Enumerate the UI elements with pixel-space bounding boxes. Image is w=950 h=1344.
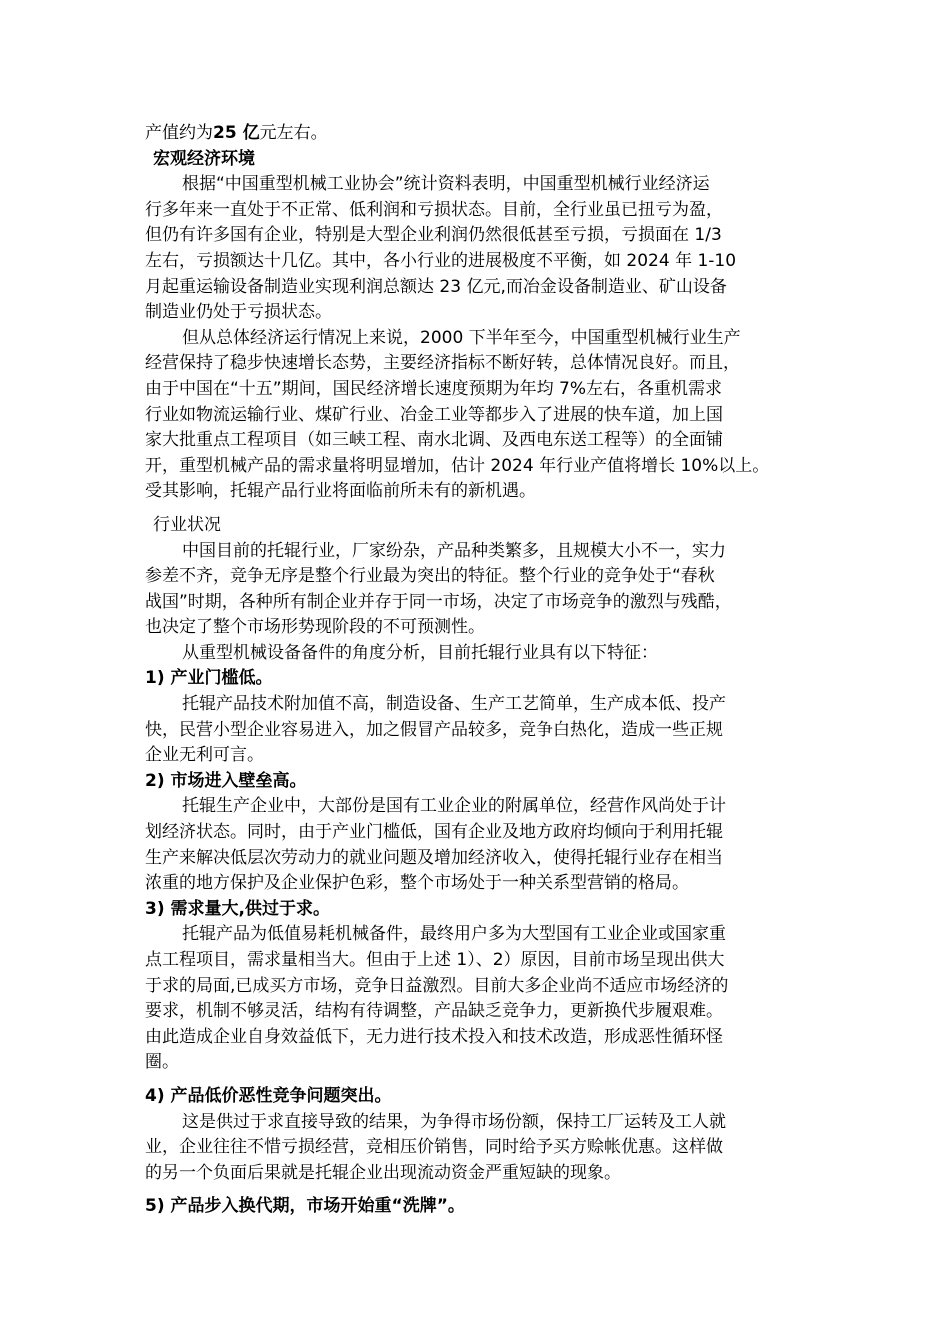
document-page xyxy=(145,121,817,1220)
paragraph-line: 浓重的地方保护及企业保护色彩，整个市场处于一种关系型营销的格局。 xyxy=(145,873,689,894)
paragraph-line: 托辊产品为低值易耗机械备件，最终用户多为大型国有工业企业或国家重 xyxy=(182,924,726,945)
paragraph-line: 圈。 xyxy=(145,1052,179,1073)
list-item-heading: 1) 产业门槛低。 xyxy=(145,668,273,689)
paragraph-line: 由于中国在“十五”期间，国民经济增长速度预期为年均 7%左右，各重机需求 xyxy=(145,378,722,399)
paragraph-line: 经营保持了稳步快速增长态势，主要经济指标不断好转，总体情况良好。而且， xyxy=(145,353,740,374)
paragraph-line: 业，企业往往不惜亏损经营，竞相压价销售，同时给予买方赊帐优惠。这样做 xyxy=(145,1137,723,1158)
paragraph-line: 从重型机械设备备件的角度分析，目前托辊行业具有以下特征： xyxy=(182,642,658,663)
list-item-heading: 5) 产品步入换代期，市场开始重“洗牌”。 xyxy=(145,1196,465,1217)
paragraph-line: 根据“中国重型机械工业协会”统计资料表明，中国重型机械行业经济运 xyxy=(182,174,710,195)
paragraph-line: 托辊产品技术附加值不高，制造设备、生产工艺简单，生产成本低、投产 xyxy=(182,694,726,715)
paragraph-line: 左右，亏损额达十几亿。其中，各小行业的进展极度不平衡，如 2024 年 1-10 xyxy=(145,250,737,271)
paragraph-line: 但仍有许多国有企业，特别是大型企业利润仍然很低甚至亏损，亏损面在 1/3 xyxy=(145,225,722,246)
paragraph-line: 点工程项目，需求量相当大。但由于上述 1）、2）原因，目前市场呈现出供大 xyxy=(145,950,725,970)
list-item-heading: 4) 产品低价恶性竞争问题突出。 xyxy=(145,1085,392,1106)
paragraph-line: 行多年来一直处于不正常、低利润和亏损状态。目前，全行业虽已扭亏为盈， xyxy=(145,199,723,220)
section-heading-macro: 宏观经济环境 xyxy=(153,148,255,169)
paragraph-line: 开，重型机械产品的需求量将明显增加，估计 2024 年行业产值将增长 10%以上。 xyxy=(145,455,770,476)
paragraph-line: 但从总体经济运行情况上来说，2000 下半年至今，中国重型机械行业生产 xyxy=(182,327,741,348)
list-item-heading: 3) 需求量大,供过于求。 xyxy=(145,898,330,919)
paragraph-line: 行业如物流运输行业、煤矿行业、冶金工业等都步入了进展的快车道，加上国 xyxy=(145,404,723,425)
list-item-heading: 2) 市场进入壁垒高。 xyxy=(145,770,307,791)
paragraph-line: 这是供过于求直接导致的结果，为争得市场份额，保持工厂运转及工人就 xyxy=(182,1111,726,1132)
text-run: 元左右。 xyxy=(259,123,328,143)
paragraph-line: 由此造成企业自身效益低下，无力进行技术投入和技术改造，形成恶性循环怪 xyxy=(145,1026,723,1047)
section-heading-industry: 行业状况 xyxy=(153,514,221,535)
paragraph-line: 也决定了整个市场形势现阶段的不可预测性。 xyxy=(145,617,485,638)
paragraph-line: 的另一个负面后果就是托辊企业出现流动资金严重短缺的现象。 xyxy=(145,1162,621,1183)
paragraph-line: 受其影响，托辊产品行业将面临前所未有的新机遇。 xyxy=(145,481,536,502)
paragraph-line: 于求的局面,已成买方市场，竞争日益激烈。目前大多企业尚不适应市场经济的 xyxy=(145,975,729,996)
paragraph-line: 生产来解决低层次劳动力的就业问题及增加经济收入，使得托辊行业存在相当 xyxy=(145,847,723,868)
paragraph-line: 快，民营小型企业容易进入，加之假冒产品较多，竞争白热化，造成一些正规 xyxy=(145,719,723,740)
paragraph-line: 托辊生产企业中，大部份是国有工业企业的附属单位，经营作风尚处于计 xyxy=(182,796,726,817)
paragraph-line: 企业无利可言。 xyxy=(145,745,264,766)
paragraph-line: 制造业仍处于亏损状态。 xyxy=(145,302,332,323)
paragraph-line: 中国目前的托辊行业，厂家纷杂，产品种类繁多，且规模大小不一，实力 xyxy=(182,540,726,561)
paragraph-line: 月起重运输设备制造业实现利润总额达 23 亿元,而冶金设备制造业、矿山设备 xyxy=(145,276,727,297)
text-run: 产值约为 xyxy=(145,123,213,143)
paragraph-line: 战国”时期，各种所有制企业并存于同一市场，决定了市场竞争的激烈与残酷， xyxy=(145,591,732,612)
paragraph-line: 要求，机制不够灵活，结构有待调整，产品缺乏竞争力，更新换代步履艰难。 xyxy=(145,1001,723,1022)
paragraph-line: 划经济状态。同时，由于产业门槛低，国有企业及地方政府均倾向于利用托辊 xyxy=(145,822,723,843)
paragraph-line: 家大批重点工程项目（如三峡工程、南水北调、及西电东送工程等）的全面铺 xyxy=(145,430,723,451)
text-run-bold: 25 亿 xyxy=(213,123,260,143)
paragraph-line: 参差不齐，竞争无序是整个行业最为突出的特征。整个行业的竞争处于“春秋 xyxy=(145,566,715,587)
paragraph-line xyxy=(145,121,817,147)
